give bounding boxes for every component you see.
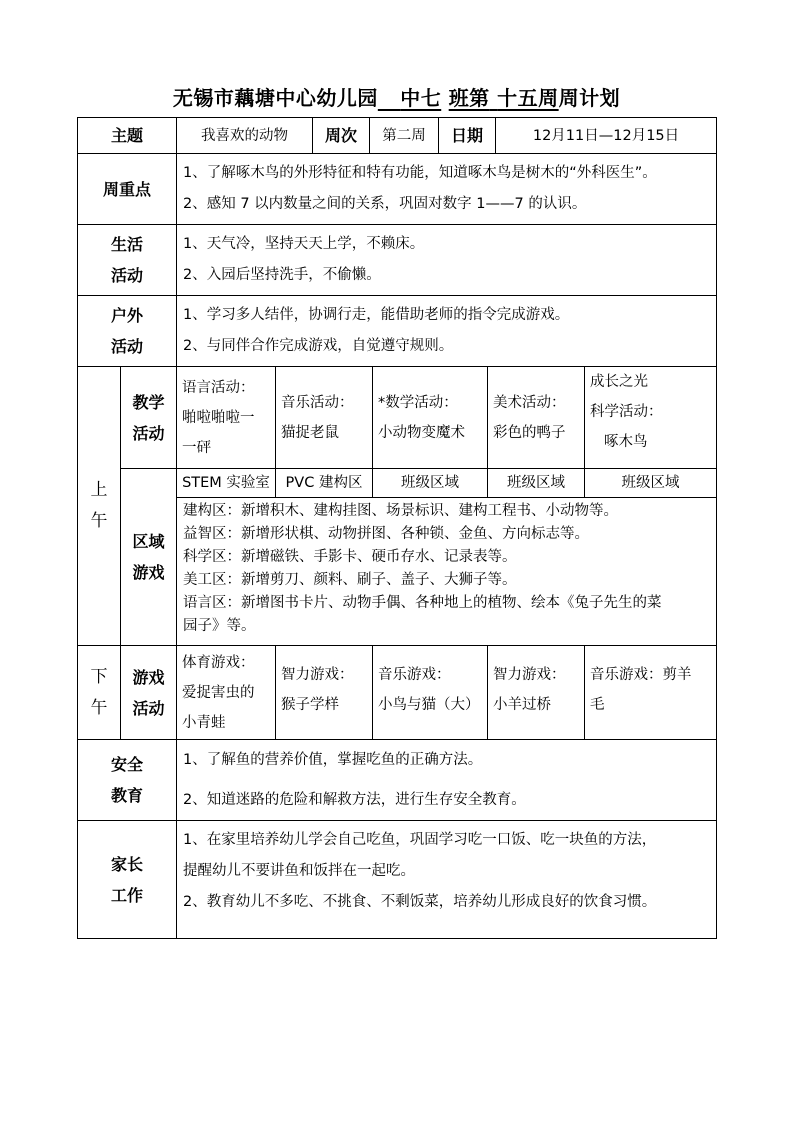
teaching-item: 成长之光 科学活动： 啄木鸟	[584, 366, 717, 469]
focus-content	[176, 153, 717, 225]
life-label: 生活 活动	[77, 224, 177, 296]
games-label: 游戏 活动	[120, 645, 177, 740]
game-item: 智力游戏： 小羊过桥	[487, 645, 585, 740]
weekly-plan-table	[77, 117, 717, 939]
life-line: 1、天气冷，坚持天天上学，不赖床。	[183, 236, 425, 252]
theme-value: 我喜欢的动物	[176, 117, 313, 154]
focus-line: 2、感知 7 以内数量之间的关系，巩固对数字 1——7 的认识。	[183, 196, 587, 212]
area-line: 建构区：新增积木、建构挂图、场景标识、建构工程书、小动物等。	[183, 503, 618, 519]
focus-line: 1、了解啄木鸟的外形特征和特有功能，知道啄木鸟是树木的“外科医生”。	[183, 165, 657, 181]
outdoor-content	[176, 295, 717, 367]
area-header: PVC 建构区	[275, 468, 373, 498]
family-line: 1、在家里培养幼儿学会自己吃鱼，巩固学习吃一口饭、吃一块鱼的方法，	[183, 832, 657, 848]
teaching-item: 音乐活动： 猫捉老鼠	[275, 366, 373, 469]
life-line: 2、入园后坚持洗手，不偷懒。	[183, 267, 381, 283]
teaching-label: 教学 活动	[120, 366, 177, 469]
focus-label: 周重点	[77, 153, 177, 225]
family-line: 提醒幼儿不要讲鱼和饭拌在一起吃。	[183, 863, 415, 879]
safety-line: 1、了解鱼的营养价值，掌握吃鱼的正确方法。	[183, 752, 483, 768]
week-value: 第二周	[369, 117, 439, 154]
week-label: 周次	[312, 117, 370, 154]
title-class-word: 班第	[448, 86, 490, 110]
teaching-item: *数学活动： 小动物变魔术	[372, 366, 488, 469]
date-label: 日期	[438, 117, 496, 154]
title-class-blank: 中七	[400, 86, 442, 110]
theme-label: 主题	[77, 117, 177, 154]
area-line: 益智区：新增形状棋、动物拼图、各种锁、金鱼、方向标志等。	[183, 526, 589, 542]
area-line: 语言区：新增图书卡片、动物手偶、各种地上的植物、绘本《兔子先生的菜	[183, 595, 662, 611]
teaching-item: 美术活动： 彩色的鸭子	[487, 366, 585, 469]
life-content	[176, 224, 717, 296]
game-item: 音乐游戏：剪羊 毛	[584, 645, 717, 740]
safety-content	[176, 739, 717, 821]
family-label: 家长 工作	[77, 820, 177, 939]
area-line: 园子》等。	[183, 618, 256, 634]
title-suffix: 周计划	[558, 86, 621, 110]
area-header: STEM 实验室	[176, 468, 276, 498]
area-header: 班级区域	[487, 468, 585, 498]
area-line: 科学区：新增磁铁、手影卡、硬币存水、记录表等。	[183, 549, 517, 565]
outdoor-label: 户外 活动	[77, 295, 177, 367]
family-content	[176, 820, 717, 939]
afternoon-label: 下 午	[77, 645, 121, 740]
area-header: 班级区域	[372, 468, 488, 498]
areas-content	[176, 497, 717, 646]
area-header: 班级区域	[584, 468, 717, 498]
game-item: 体育游戏： 爱捉害虫的 小青蛙	[176, 645, 276, 740]
outdoor-line: 2、与同伴合作完成游戏，自觉遵守规则。	[183, 338, 454, 354]
areas-label: 区域 游戏	[120, 468, 177, 646]
date-value: 12月11日—12月15日	[495, 117, 717, 154]
title-school: 无锡市藕塘中心幼儿园	[172, 86, 378, 110]
morning-label: 上 午	[77, 366, 121, 646]
game-item: 智力游戏： 猴子学样	[275, 645, 373, 740]
area-line: 美工区：新增剪刀、颜料、刷子、盖子、大狮子等。	[183, 572, 517, 588]
title-week-blank: 十五周	[497, 86, 559, 110]
safety-label: 安全 教育	[77, 739, 177, 821]
teaching-item: 语言活动： 啪啦啪啦一 一砰	[176, 366, 276, 469]
game-item: 音乐游戏： 小鸟与猫（大）	[372, 645, 488, 740]
family-line: 2、教育幼儿不多吃、不挑食、不剩饭菜，培养幼儿形成良好的饮食习惯。	[183, 894, 657, 910]
safety-line: 2、知道迷路的危险和解救方法，进行生存安全教育。	[183, 792, 526, 808]
page-title	[0, 82, 793, 111]
outdoor-line: 1、学习多人结伴，协调行走，能借助老师的指令完成游戏。	[183, 307, 570, 323]
